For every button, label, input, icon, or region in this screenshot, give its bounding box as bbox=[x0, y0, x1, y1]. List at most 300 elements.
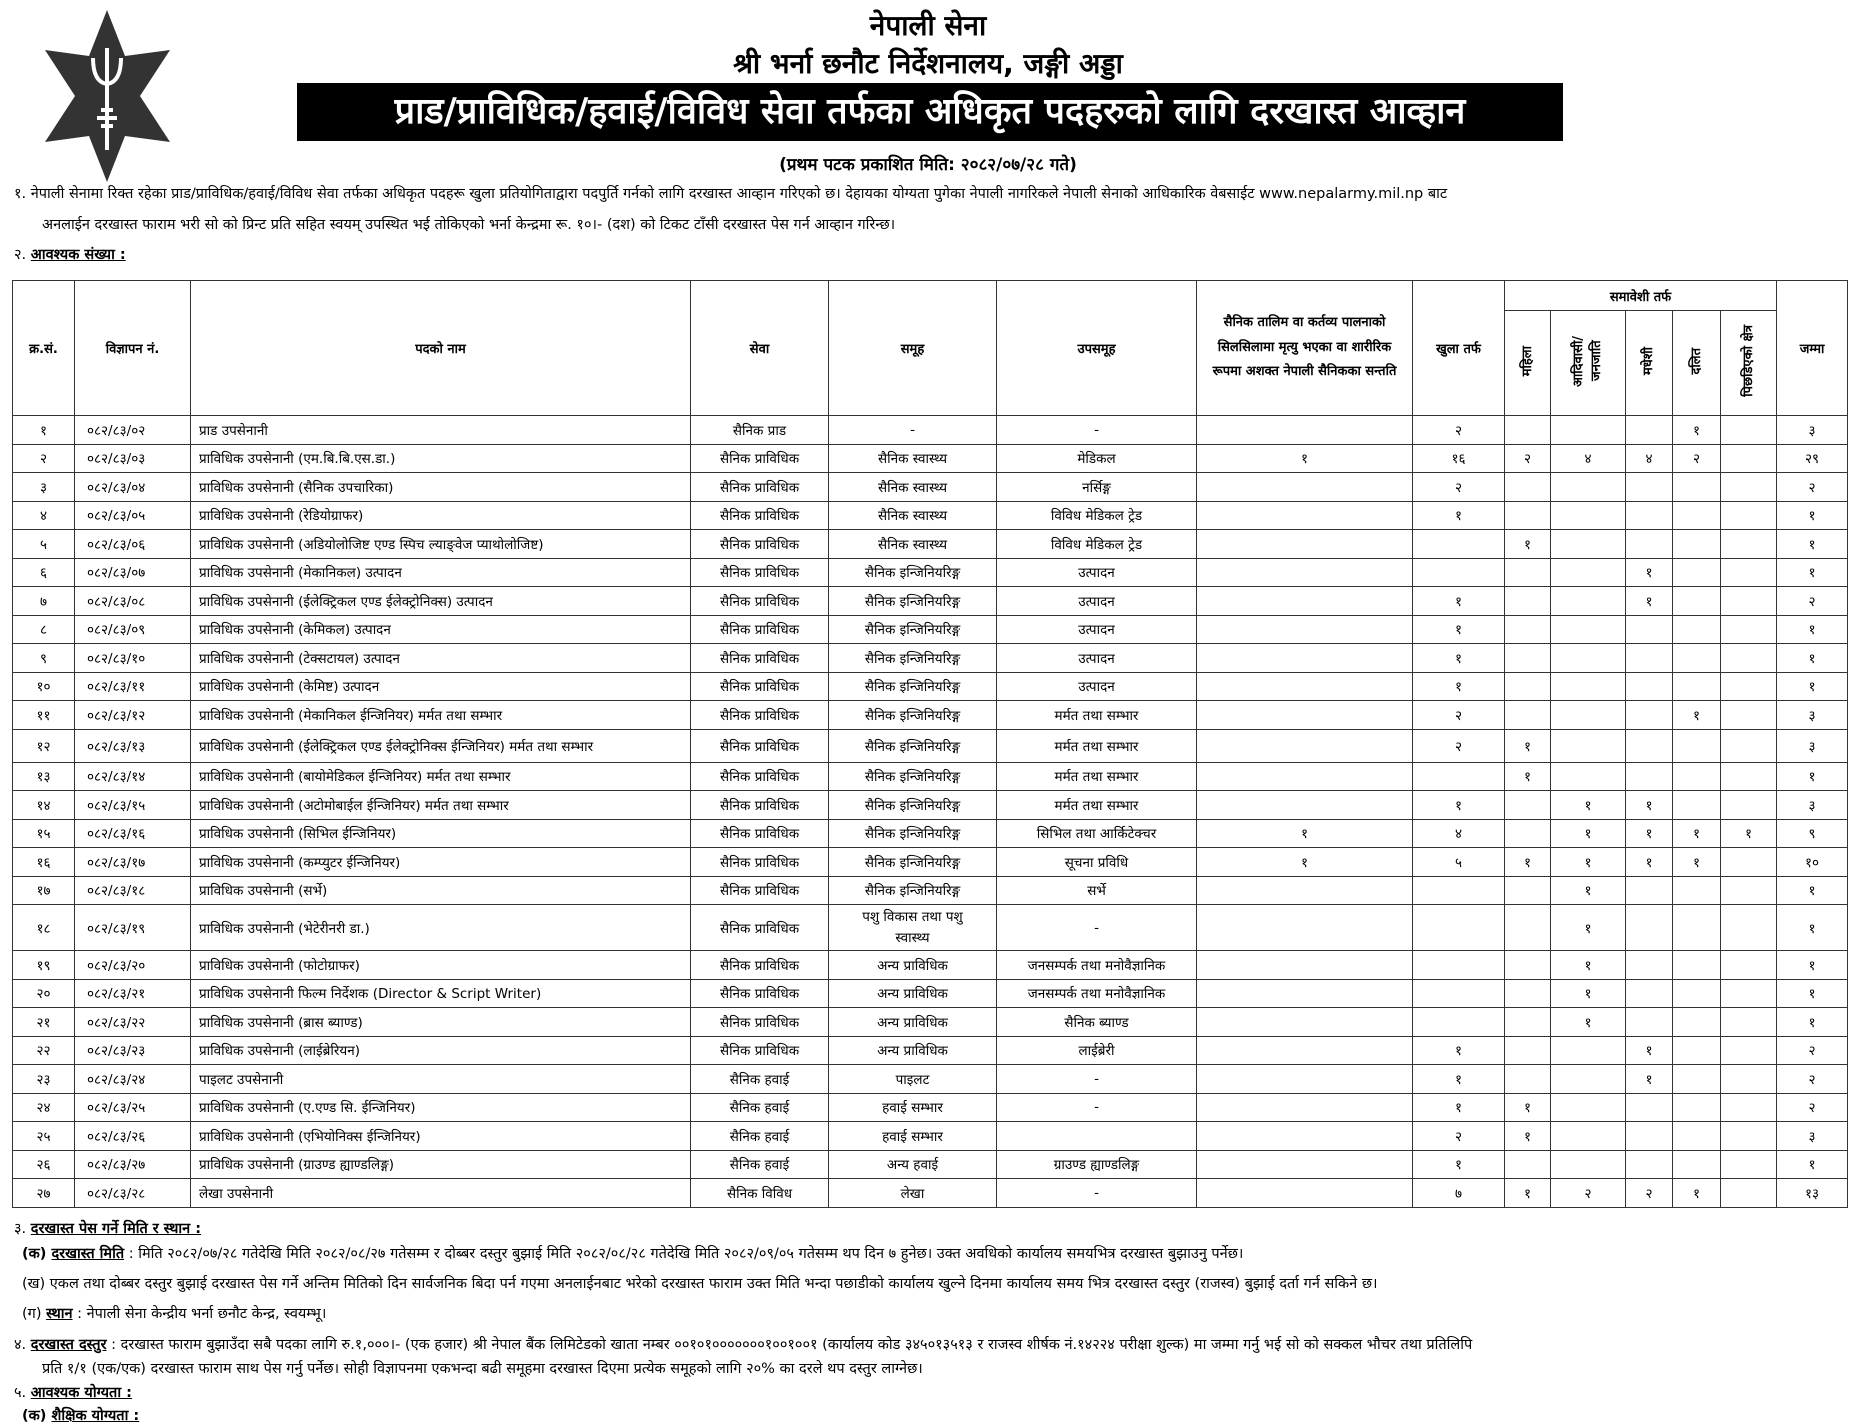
header-martyr-descendants: सैनिक तालिम वा कर्तव्य पालनाको सिलसिलामा मृत्यु भएका वा शारीरिक रूपमा अशक्त नेपाली सैनिकका सन्तति bbox=[1197, 281, 1413, 416]
cell-adv-no: ०८२/८३/२८ bbox=[75, 1179, 191, 1208]
cell-total: १ bbox=[1777, 876, 1848, 905]
cell-adv-no: ०८२/८३/२२ bbox=[75, 1008, 191, 1037]
cell-sn: ११ bbox=[13, 701, 75, 730]
cell-backward bbox=[1721, 644, 1777, 673]
section4-line1 bbox=[14, 1334, 1472, 1354]
cell-group: पाइलट bbox=[829, 1065, 997, 1094]
cell-post: प्राविधिक उपसेनानी (सिभिल ईन्जिनियर) bbox=[191, 819, 691, 848]
cell-madhesi: १ bbox=[1626, 1065, 1673, 1094]
cell-open: २ bbox=[1413, 729, 1505, 762]
section4-num: ४. bbox=[14, 1337, 31, 1353]
cell-post: प्राविधिक उपसेनानी फिल्म निर्देशक (Director & Script Writer) bbox=[191, 979, 691, 1008]
cell-martyr bbox=[1197, 1179, 1413, 1208]
cell-adv-no: ०८२/८३/०२ bbox=[75, 416, 191, 445]
cell-women bbox=[1505, 819, 1551, 848]
table-row bbox=[13, 672, 1848, 701]
cell-open: १ bbox=[1413, 672, 1505, 701]
cell-sn: १० bbox=[13, 672, 75, 701]
cell-janajati bbox=[1551, 501, 1626, 530]
cell-dalit bbox=[1673, 1008, 1721, 1037]
cell-janajati: १ bbox=[1551, 979, 1626, 1008]
cell-madhesi: १ bbox=[1626, 587, 1673, 616]
cell-total: ३ bbox=[1777, 1122, 1848, 1151]
header-service: सेवा bbox=[691, 281, 829, 416]
cell-janajati: १ bbox=[1551, 1008, 1626, 1037]
cell-janajati bbox=[1551, 558, 1626, 587]
cell-madhesi: २ bbox=[1626, 1179, 1673, 1208]
section4-line2: प्रति १/१ (एक/एक) दरखास्त फाराम साथ पेस गर्नु पर्नेछ। सोही विज्ञापनमा एकभन्दा बढी समूहमा दरखास्त दिएमा प्रत्येक समूहको लागि २०% का दरले थप दस्तुर लाग्नेछ। bbox=[42, 1361, 923, 1377]
cell-backward bbox=[1721, 1093, 1777, 1122]
cell-adv-no: ०८२/८३/२६ bbox=[75, 1122, 191, 1151]
cell-post: प्राविधिक उपसेनानी (ईलेक्ट्रिकल एण्ड ईलेक्ट्रोनिक्स ईन्जिनियर) मर्मत तथा सम्भार bbox=[191, 729, 691, 762]
cell-madhesi bbox=[1626, 672, 1673, 701]
cell-dalit: १ bbox=[1673, 701, 1721, 730]
cell-service: सैनिक प्राविधिक bbox=[691, 444, 829, 473]
cell-total: ९ bbox=[1777, 819, 1848, 848]
cell-total: १० bbox=[1777, 848, 1848, 877]
cell-group: सैनिक स्वास्थ्य bbox=[829, 530, 997, 559]
cell-sn: १८ bbox=[13, 905, 75, 951]
cell-post: प्राविधिक उपसेनानी (ब्रास ब्याण्ड) bbox=[191, 1008, 691, 1037]
cell-madhesi bbox=[1626, 905, 1673, 951]
cell-women bbox=[1505, 905, 1551, 951]
cell-janajati bbox=[1551, 701, 1626, 730]
cell-group: - bbox=[829, 416, 997, 445]
cell-madhesi: १ bbox=[1626, 848, 1673, 877]
section5-ka-title: शैक्षिक योग्यता : bbox=[51, 1408, 140, 1424]
cell-backward bbox=[1721, 416, 1777, 445]
cell-adv-no: ०८२/८३/१५ bbox=[75, 791, 191, 820]
cell-adv-no: ०८२/८३/१४ bbox=[75, 762, 191, 791]
cell-service: सैनिक प्राविधिक bbox=[691, 701, 829, 730]
cell-women: १ bbox=[1505, 1093, 1551, 1122]
header-madhesi: मधेशी bbox=[1626, 311, 1673, 416]
cell-subgroup: - bbox=[997, 905, 1197, 951]
cell-janajati: १ bbox=[1551, 848, 1626, 877]
cell-women bbox=[1505, 615, 1551, 644]
cell-women bbox=[1505, 1150, 1551, 1179]
cell-sn: २२ bbox=[13, 1036, 75, 1065]
cell-service: सैनिक हवाई bbox=[691, 1065, 829, 1094]
cell-martyr: १ bbox=[1197, 848, 1413, 877]
cell-service: सैनिक प्राविधिक bbox=[691, 501, 829, 530]
cell-post: प्राविधिक उपसेनानी (केमिष्ट) उत्पादन bbox=[191, 672, 691, 701]
cell-subgroup: सिभिल तथा आर्किटेक्चर bbox=[997, 819, 1197, 848]
cell-open: २ bbox=[1413, 473, 1505, 502]
cell-open: १ bbox=[1413, 1093, 1505, 1122]
cell-post: पाइलट उपसेनानी bbox=[191, 1065, 691, 1094]
cell-dalit bbox=[1673, 587, 1721, 616]
header-post: पदको नाम bbox=[191, 281, 691, 416]
cell-post: प्राविधिक उपसेनानी (लाईब्रेरियन) bbox=[191, 1036, 691, 1065]
cell-sn: २ bbox=[13, 444, 75, 473]
cell-adv-no: ०८२/८३/०८ bbox=[75, 587, 191, 616]
header-total: जम्मा bbox=[1777, 281, 1848, 416]
cell-adv-no: ०८२/८३/१७ bbox=[75, 848, 191, 877]
cell-madhesi: १ bbox=[1626, 819, 1673, 848]
cell-service: सैनिक प्राविधिक bbox=[691, 672, 829, 701]
cell-madhesi bbox=[1626, 951, 1673, 980]
cell-service: सैनिक प्राविधिक bbox=[691, 729, 829, 762]
cell-service: सैनिक हवाई bbox=[691, 1150, 829, 1179]
cell-service: सैनिक प्राविधिक bbox=[691, 791, 829, 820]
cell-open: १ bbox=[1413, 1150, 1505, 1179]
table-row bbox=[13, 530, 1848, 559]
cell-sn: ३ bbox=[13, 473, 75, 502]
cell-women: १ bbox=[1505, 1122, 1551, 1151]
cell-open: २ bbox=[1413, 701, 1505, 730]
cell-women bbox=[1505, 1065, 1551, 1094]
cell-adv-no: ०८२/८३/१६ bbox=[75, 819, 191, 848]
cell-group: सैनिक इन्जिनियरिङ्ग bbox=[829, 558, 997, 587]
cell-group: सैनिक इन्जिनियरिङ्ग bbox=[829, 701, 997, 730]
cell-sn: १३ bbox=[13, 762, 75, 791]
section3-ga bbox=[22, 1303, 326, 1323]
table-row bbox=[13, 876, 1848, 905]
cell-women: १ bbox=[1505, 729, 1551, 762]
header-open: खुला तर्फ bbox=[1413, 281, 1505, 416]
cell-group: सैनिक इन्जिनियरिङ्ग bbox=[829, 644, 997, 673]
cell-martyr bbox=[1197, 951, 1413, 980]
cell-open: १ bbox=[1413, 501, 1505, 530]
cell-open: २ bbox=[1413, 1122, 1505, 1151]
header-group: समूह bbox=[829, 281, 997, 416]
cell-madhesi: १ bbox=[1626, 791, 1673, 820]
cell-subgroup: लाईब्रेरी bbox=[997, 1036, 1197, 1065]
table-row bbox=[13, 1150, 1848, 1179]
cell-total: १ bbox=[1777, 615, 1848, 644]
cell-subgroup: विविध मेडिकल ट्रेड bbox=[997, 501, 1197, 530]
cell-open: १ bbox=[1413, 615, 1505, 644]
cell-adv-no: ०८२/८३/०५ bbox=[75, 501, 191, 530]
cell-total: १ bbox=[1777, 979, 1848, 1008]
cell-backward bbox=[1721, 729, 1777, 762]
cell-sn: १९ bbox=[13, 951, 75, 980]
cell-service: सैनिक विविध bbox=[691, 1179, 829, 1208]
cell-sn: १४ bbox=[13, 791, 75, 820]
published-date: (प्रथम पटक प्रकाशित मिति: २०८२/०७/२८ गते) bbox=[779, 155, 1077, 175]
cell-sn: २३ bbox=[13, 1065, 75, 1094]
cell-post: प्राविधिक उपसेनानी (फोटोग्राफर) bbox=[191, 951, 691, 980]
cell-madhesi: १ bbox=[1626, 558, 1673, 587]
ga-text: : नेपाली सेना केन्द्रीय भर्ना छनौट केन्द्र, स्वयम्भू। bbox=[72, 1306, 327, 1322]
cell-madhesi bbox=[1626, 416, 1673, 445]
cell-women: १ bbox=[1505, 1179, 1551, 1208]
cell-backward bbox=[1721, 762, 1777, 791]
cell-dalit: १ bbox=[1673, 848, 1721, 877]
header-inclusive: समावेशी तर्फ bbox=[1505, 281, 1777, 311]
cell-martyr bbox=[1197, 615, 1413, 644]
cell-service: सैनिक प्राविधिक bbox=[691, 819, 829, 848]
cell-open bbox=[1413, 905, 1505, 951]
cell-dalit bbox=[1673, 791, 1721, 820]
cell-post: प्राविधिक उपसेनानी (अटोमोबाईल ईन्जिनियर) मर्मत तथा सम्भार bbox=[191, 791, 691, 820]
cell-service: सैनिक प्राविधिक bbox=[691, 587, 829, 616]
cell-post: प्राविधिक उपसेनानी (सैनिक उपचारिका) bbox=[191, 473, 691, 502]
cell-service: सैनिक प्राविधिक bbox=[691, 1008, 829, 1037]
cell-dalit: २ bbox=[1673, 444, 1721, 473]
cell-madhesi bbox=[1626, 1150, 1673, 1179]
cell-madhesi: ४ bbox=[1626, 444, 1673, 473]
cell-martyr bbox=[1197, 501, 1413, 530]
cell-group: सैनिक इन्जिनियरिङ्ग bbox=[829, 615, 997, 644]
section2-heading bbox=[14, 244, 126, 264]
table-row bbox=[13, 1122, 1848, 1151]
cell-women bbox=[1505, 587, 1551, 616]
cell-subgroup bbox=[997, 1122, 1197, 1151]
table-row bbox=[13, 701, 1848, 730]
cell-backward bbox=[1721, 905, 1777, 951]
cell-madhesi bbox=[1626, 1122, 1673, 1151]
cell-post: प्राविधिक उपसेनानी (ईलेक्ट्रिकल एण्ड ईलेक्ट्रोनिक्स) उत्पादन bbox=[191, 587, 691, 616]
cell-total: २९ bbox=[1777, 444, 1848, 473]
cell-dalit bbox=[1673, 1036, 1721, 1065]
cell-madhesi bbox=[1626, 501, 1673, 530]
cell-adv-no: ०८२/८३/०७ bbox=[75, 558, 191, 587]
cell-subgroup: - bbox=[997, 1093, 1197, 1122]
cell-madhesi bbox=[1626, 1008, 1673, 1037]
section5-ka bbox=[22, 1405, 139, 1425]
cell-group: अन्य हवाई bbox=[829, 1150, 997, 1179]
cell-martyr bbox=[1197, 1008, 1413, 1037]
cell-post: प्राविधिक उपसेनानी (केमिकल) उत्पादन bbox=[191, 615, 691, 644]
cell-total: १ bbox=[1777, 672, 1848, 701]
cell-adv-no: ०८२/८३/०६ bbox=[75, 530, 191, 559]
cell-women bbox=[1505, 791, 1551, 820]
cell-open: १ bbox=[1413, 1065, 1505, 1094]
cell-subgroup: सैनिक ब्याण्ड bbox=[997, 1008, 1197, 1037]
table-row bbox=[13, 1036, 1848, 1065]
cell-janajati bbox=[1551, 729, 1626, 762]
cell-martyr bbox=[1197, 1122, 1413, 1151]
cell-dalit: १ bbox=[1673, 1179, 1721, 1208]
table-row bbox=[13, 473, 1848, 502]
cell-janajati bbox=[1551, 530, 1626, 559]
cell-janajati bbox=[1551, 1065, 1626, 1094]
cell-group: अन्य प्राविधिक bbox=[829, 951, 997, 980]
cell-service: सैनिक प्राड bbox=[691, 416, 829, 445]
cell-total: २ bbox=[1777, 1036, 1848, 1065]
table-row bbox=[13, 951, 1848, 980]
cell-martyr bbox=[1197, 416, 1413, 445]
cell-backward bbox=[1721, 558, 1777, 587]
header-women: महिला bbox=[1505, 311, 1551, 416]
cell-janajati: १ bbox=[1551, 819, 1626, 848]
table-row bbox=[13, 848, 1848, 877]
cell-service: सैनिक प्राविधिक bbox=[691, 848, 829, 877]
cell-subgroup: उत्पादन bbox=[997, 587, 1197, 616]
cell-group: लेखा bbox=[829, 1179, 997, 1208]
cell-post: प्राविधिक उपसेनानी (ग्राउण्ड ह्याण्डलिङ्ग) bbox=[191, 1150, 691, 1179]
cell-group: अन्य प्राविधिक bbox=[829, 979, 997, 1008]
cell-backward bbox=[1721, 501, 1777, 530]
cell-martyr bbox=[1197, 473, 1413, 502]
cell-madhesi: १ bbox=[1626, 1036, 1673, 1065]
cell-madhesi bbox=[1626, 729, 1673, 762]
cell-total: १ bbox=[1777, 1008, 1848, 1037]
vacancy-table bbox=[12, 280, 1848, 1208]
cell-women bbox=[1505, 1036, 1551, 1065]
cell-group: सैनिक इन्जिनियरिङ्ग bbox=[829, 587, 997, 616]
cell-dalit bbox=[1673, 615, 1721, 644]
table-row bbox=[13, 729, 1848, 762]
cell-total: ३ bbox=[1777, 729, 1848, 762]
cell-martyr bbox=[1197, 587, 1413, 616]
cell-open bbox=[1413, 951, 1505, 980]
cell-backward bbox=[1721, 473, 1777, 502]
cell-total: १ bbox=[1777, 644, 1848, 673]
cell-dalit bbox=[1673, 876, 1721, 905]
cell-sn: २० bbox=[13, 979, 75, 1008]
cell-adv-no: ०८२/८३/१८ bbox=[75, 876, 191, 905]
para1-line1: १. नेपाली सेनामा रिक्त रहेका प्राड/प्राविधिक/हवाई/विविध सेवा तर्फका अधिकृत पदहरू खुला प्रतियोगिताद्वारा पदपुर्ति गर्नको लागि दरखास्त आव्हान गरिएको छ। देहायका योग्यता पुगेका नेपाली नागरिकले नेपाली सेनाको आधिकारिक वेबसाईट www.nepalarmy.mil.np बाट bbox=[14, 186, 1448, 202]
cell-martyr bbox=[1197, 672, 1413, 701]
cell-adv-no: ०८२/८३/१० bbox=[75, 644, 191, 673]
cell-dalit bbox=[1673, 905, 1721, 951]
cell-janajati: १ bbox=[1551, 791, 1626, 820]
header-janajati: आदिवासी/जनजाति bbox=[1551, 311, 1626, 416]
table-row bbox=[13, 1179, 1848, 1208]
cell-adv-no: ०८२/८३/२५ bbox=[75, 1093, 191, 1122]
cell-service: सैनिक प्राविधिक bbox=[691, 1036, 829, 1065]
section5-num: ५. bbox=[14, 1385, 31, 1401]
cell-janajati: १ bbox=[1551, 876, 1626, 905]
cell-martyr bbox=[1197, 876, 1413, 905]
cell-open: १ bbox=[1413, 644, 1505, 673]
cell-adv-no: ०८२/८३/११ bbox=[75, 672, 191, 701]
cell-dalit bbox=[1673, 558, 1721, 587]
cell-total: १ bbox=[1777, 530, 1848, 559]
cell-total: १३ bbox=[1777, 1179, 1848, 1208]
cell-total: १ bbox=[1777, 762, 1848, 791]
cell-open: ४ bbox=[1413, 819, 1505, 848]
header-subgroup: उपसमूह bbox=[997, 281, 1197, 416]
cell-sn: २७ bbox=[13, 1179, 75, 1208]
section4-title: दरखास्त दस्तुर bbox=[30, 1337, 107, 1353]
cell-backward bbox=[1721, 848, 1777, 877]
header-adv-no: विज्ञापन नं. bbox=[75, 281, 191, 416]
cell-service: सैनिक प्राविधिक bbox=[691, 951, 829, 980]
cell-group: सैनिक स्वास्थ्य bbox=[829, 444, 997, 473]
cell-adv-no: ०८२/८३/१९ bbox=[75, 905, 191, 951]
cell-group: सैनिक इन्जिनियरिङ्ग bbox=[829, 876, 997, 905]
table-row bbox=[13, 819, 1848, 848]
cell-martyr bbox=[1197, 530, 1413, 559]
cell-total: ३ bbox=[1777, 701, 1848, 730]
table-row bbox=[13, 1065, 1848, 1094]
cell-subgroup: उत्पादन bbox=[997, 672, 1197, 701]
cell-subgroup: जनसम्पर्क तथा मनोवैज्ञानिक bbox=[997, 979, 1197, 1008]
cell-open bbox=[1413, 876, 1505, 905]
cell-service: सैनिक हवाई bbox=[691, 1093, 829, 1122]
cell-service: सैनिक प्राविधिक bbox=[691, 473, 829, 502]
cell-adv-no: ०८२/८३/२० bbox=[75, 951, 191, 980]
cell-adv-no: ०८२/८३/१३ bbox=[75, 729, 191, 762]
cell-dalit bbox=[1673, 473, 1721, 502]
cell-backward bbox=[1721, 701, 1777, 730]
cell-open: १ bbox=[1413, 791, 1505, 820]
cell-women bbox=[1505, 416, 1551, 445]
cell-dalit bbox=[1673, 1122, 1721, 1151]
cell-women: २ bbox=[1505, 444, 1551, 473]
cell-open bbox=[1413, 1008, 1505, 1037]
cell-madhesi bbox=[1626, 979, 1673, 1008]
cell-service: सैनिक प्राविधिक bbox=[691, 979, 829, 1008]
cell-janajati bbox=[1551, 416, 1626, 445]
cell-total: ३ bbox=[1777, 791, 1848, 820]
section3-ka bbox=[22, 1243, 1243, 1263]
cell-service: सैनिक प्राविधिक bbox=[691, 644, 829, 673]
ka-label: (क) bbox=[22, 1246, 52, 1262]
cell-subgroup: - bbox=[997, 1179, 1197, 1208]
cell-backward bbox=[1721, 951, 1777, 980]
cell-sn: १५ bbox=[13, 819, 75, 848]
cell-janajati bbox=[1551, 473, 1626, 502]
cell-open: १ bbox=[1413, 587, 1505, 616]
cell-women: १ bbox=[1505, 848, 1551, 877]
table-row bbox=[13, 1008, 1848, 1037]
cell-women bbox=[1505, 876, 1551, 905]
table-row bbox=[13, 791, 1848, 820]
cell-backward bbox=[1721, 1150, 1777, 1179]
table-row bbox=[13, 644, 1848, 673]
cell-group: सैनिक इन्जिनियरिङ्ग bbox=[829, 729, 997, 762]
cell-open bbox=[1413, 530, 1505, 559]
cell-service: सैनिक प्राविधिक bbox=[691, 905, 829, 951]
section5-title: आवश्यक योग्यता : bbox=[30, 1385, 132, 1401]
cell-backward bbox=[1721, 1179, 1777, 1208]
cell-backward bbox=[1721, 672, 1777, 701]
section2-title: आवश्यक संख्या : bbox=[30, 247, 126, 263]
cell-martyr bbox=[1197, 979, 1413, 1008]
table-row bbox=[13, 905, 1848, 951]
section3-kha: (ख) एकल तथा दोब्बर दस्तुर बुझाई दरखास्त पेस गर्ने अन्तिम मितिको दिन सार्वजनिक बिदा पर्न गएमा अनलाईनबाट भरेको दरखास्त फाराम उक्त मिति भन्दा पछाडीको कार्यालय खुल्ने दिनमा कार्यालय समय भित्र दरखास्त दस्तुर (राजस्व) बुझाई दर्ता गर्न सकिने छ। bbox=[22, 1276, 1378, 1292]
cell-post: प्राविधिक उपसेनानी (एम.बि.बि.एस.डा.) bbox=[191, 444, 691, 473]
table-row bbox=[13, 615, 1848, 644]
cell-women bbox=[1505, 473, 1551, 502]
table-row bbox=[13, 1093, 1848, 1122]
cell-women bbox=[1505, 951, 1551, 980]
section3-num: ३. bbox=[14, 1221, 31, 1237]
cell-group: हवाई सम्भार bbox=[829, 1093, 997, 1122]
cell-subgroup: सूचना प्रविधि bbox=[997, 848, 1197, 877]
cell-martyr bbox=[1197, 701, 1413, 730]
cell-women bbox=[1505, 501, 1551, 530]
cell-backward bbox=[1721, 1122, 1777, 1151]
table-row bbox=[13, 501, 1848, 530]
cell-post: प्राविधिक उपसेनानी (ए.एण्ड सि. ईन्जिनियर) bbox=[191, 1093, 691, 1122]
cell-janajati bbox=[1551, 644, 1626, 673]
cell-backward bbox=[1721, 791, 1777, 820]
cell-janajati bbox=[1551, 615, 1626, 644]
section4-text: : दरखास्त फाराम बुझाउँदा सबै पदका लागि रु.१,०००।- (एक हजार) श्री नेपाल बैंक लिमिटेडको खाता नम्बर ००१०१०००००००१००१००१ (कार्यालय कोड ३४५०१३५१३ र राजस्व शीर्षक नं.१४२२४ परीक्षा शुल्क) मा जम्मा गर्नु भई सो को सक्कल भौचर तथा प्रतिलिपि bbox=[106, 1337, 1473, 1353]
cell-janajati bbox=[1551, 1093, 1626, 1122]
cell-group: सैनिक इन्जिनियरिङ्ग bbox=[829, 848, 997, 877]
table-row bbox=[13, 979, 1848, 1008]
cell-martyr bbox=[1197, 558, 1413, 587]
cell-dalit bbox=[1673, 672, 1721, 701]
cell-subgroup: नर्सिङ्ग bbox=[997, 473, 1197, 502]
cell-total: २ bbox=[1777, 473, 1848, 502]
cell-dalit bbox=[1673, 1093, 1721, 1122]
cell-janajati bbox=[1551, 1150, 1626, 1179]
cell-open: १६ bbox=[1413, 444, 1505, 473]
section3-heading bbox=[14, 1218, 201, 1238]
cell-sn: १ bbox=[13, 416, 75, 445]
cell-janajati bbox=[1551, 762, 1626, 791]
directorate-title: श्री भर्ना छनौट निर्देशनालय, जङ्गी अड्डा bbox=[733, 47, 1123, 80]
cell-backward bbox=[1721, 587, 1777, 616]
